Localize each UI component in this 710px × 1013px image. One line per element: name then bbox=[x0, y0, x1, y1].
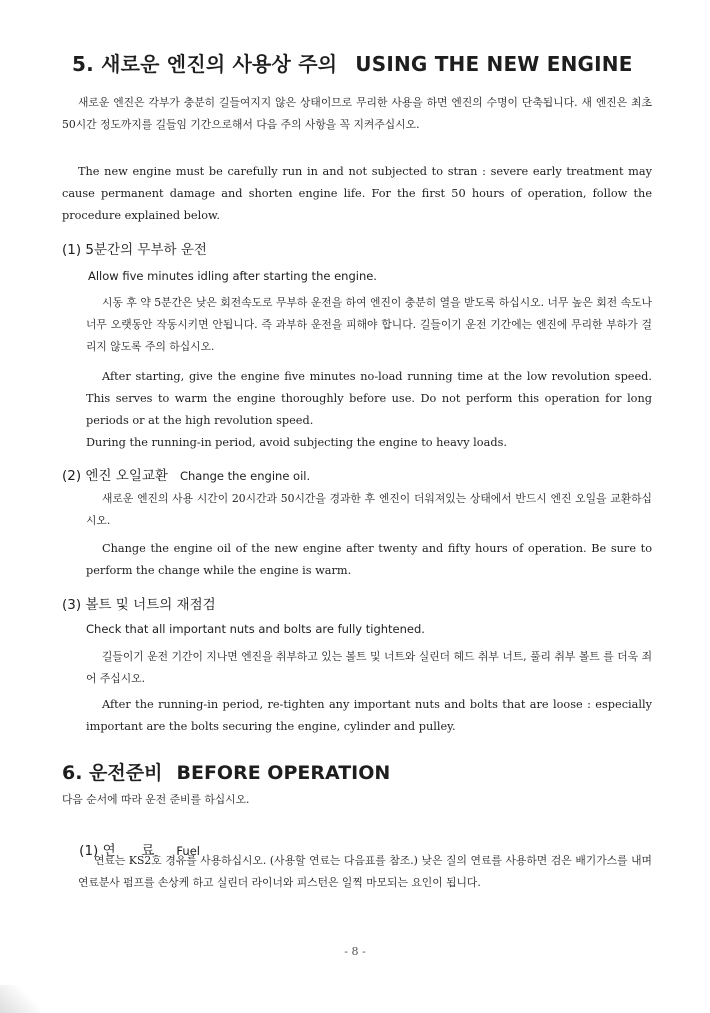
section-6-title-en: BEFORE OPERATION bbox=[176, 762, 391, 784]
section-5-intro-en: The new engine must be carefully run in and not subjected to stran : severe early treatment may cause permanent damage and shorten engine life. For the first 50 hours of operation, follow the procedure explained below. bbox=[62, 165, 652, 222]
section-6-item-1-body: 연료는 KS2호 경유를 사용하십시오. (사용할 연료는 다음표를 참조.) 낮은 질의 연료를 사용하면 검은 배기가스를 내며 연료분사 펌프를 손상케 하고 실린더 라이너와 피스턴은 일찍 마모되는 요인이 됩니다. bbox=[78, 854, 652, 889]
item-2-body-ko: 새로운 엔진의 사용 시간이 20시간과 50시간을 경과한 후 엔진이 더워져있는 상태에서 반드시 엔진 오일을 교환하십시오. bbox=[86, 492, 652, 527]
section-5-title-en: USING THE NEW ENGINE bbox=[355, 52, 633, 76]
item-1-body-en: After starting, give the engine five minutes no-load running time at the low revolution speed. This serves to warm the engine thoroughly before use. Do not perform this operation for long periods or at the high revolution speed. During the running-in period, avoid subjecting the engine to heavy loads. bbox=[86, 366, 652, 454]
section-5-heading bbox=[72, 48, 633, 77]
item-2-body-en: Change the engine oil of the new engine after twenty and fifty hours of operation. Be sure to perform the change while the engine is warm. bbox=[86, 542, 652, 577]
page-number: - 8 - bbox=[344, 945, 366, 958]
item-1-heading: (1) 5분간의 무부하 운전 bbox=[62, 242, 207, 258]
item-3-lead: Check that all important nuts and bolts are fully tightened. bbox=[86, 622, 425, 636]
item-1-body-ko: 시동 후 약 5분간은 낮은 회전속도로 무부하 운전을 하여 엔진이 충분히 열을 받도록 하십시오. 너무 높은 회전 속도나 너무 오랫동안 작동시키면 안됩니다. 즉 과부하 운전을 피해야 합니다. 길들이기 운전 기간에는 엔진에 무리한 부하가 걸리지 않도록 주의 하십시오. bbox=[86, 296, 652, 353]
section-6-intro: 다음 순서에 따라 운전 준비를 하십시오. bbox=[62, 793, 250, 806]
section-6-title-ko: 6. 운전준비 bbox=[62, 762, 163, 784]
section-5-title-ko: 5. 새로운 엔진의 사용상 주의 bbox=[72, 52, 338, 76]
item-1-body-en-2: During the running-in period, avoid subjecting the engine to heavy loads. bbox=[86, 436, 507, 449]
section-5-intro-ko: 새로운 엔진은 각부가 충분히 길들여지지 않은 상태이므로 무리한 사용을 하면 엔진의 수명이 단축됩니다. 새 엔진은 최초 50시간 정도까지를 길들임 기간으로해서 다음 주의 사항을 꼭 지켜주십시오. bbox=[62, 96, 652, 131]
item-3-heading: (3) 볼트 및 너트의 재점검 bbox=[62, 597, 216, 613]
item-3-body-en: After the running-in period, re-tighten any important nuts and bolts that are loose : especially important are the bolts securing the engine, cylinder and pulley. bbox=[86, 698, 652, 733]
section-6-heading bbox=[62, 758, 390, 785]
item-3-body-ko: 길들이기 운전 기간이 지나면 엔진을 취부하고 있는 볼트 및 너트와 실린더 헤드 취부 너트, 풀리 취부 볼트 를 더욱 죄어 주십시오. bbox=[86, 650, 652, 685]
item-1-lead: Allow five minutes idling after starting the engine. bbox=[88, 269, 377, 283]
scan-corner-shadow bbox=[0, 985, 40, 1013]
section-6-item-1-heading: (1) 연 료 Fuel bbox=[79, 843, 200, 859]
item-2-heading: (2) 엔진 오일교환 Change the engine oil. bbox=[62, 468, 311, 484]
